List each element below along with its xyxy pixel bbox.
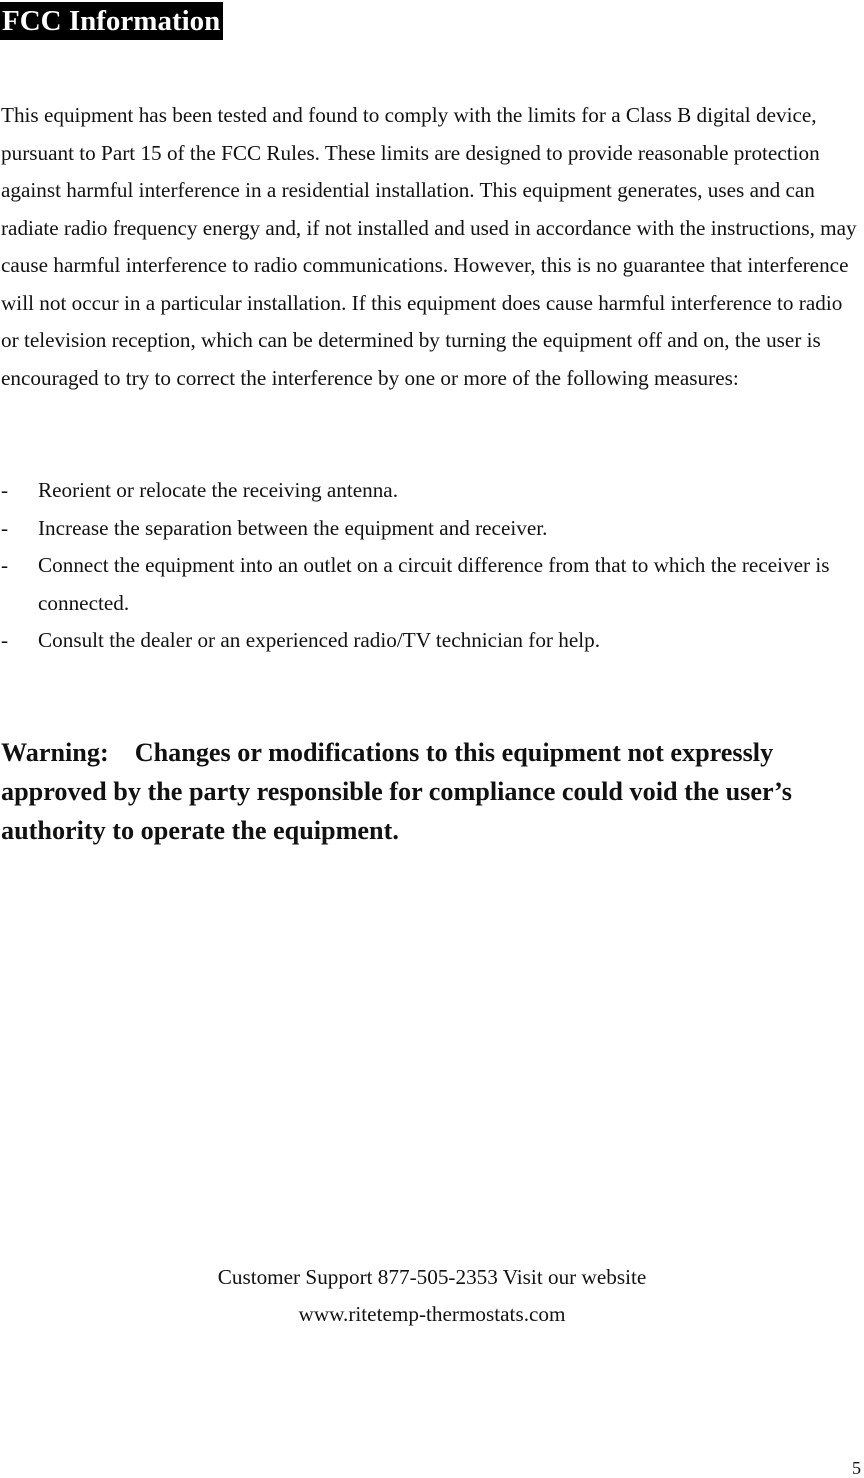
page-number: 5 — [852, 1458, 861, 1478]
list-bullet: - — [1, 628, 9, 652]
website-url: www.ritetemp-thermostats.com — [298, 1302, 566, 1326]
warning-notice — [1, 733, 863, 850]
measures-list — [1, 472, 863, 660]
list-item — [1, 547, 863, 622]
list-item-text: Consult the dealer or an experienced radio/TV technician for help. — [38, 628, 601, 652]
list-bullet: - — [1, 478, 9, 502]
list-item-text: Reorient or relocate the receiving antenna. — [38, 478, 399, 502]
customer-support-footer — [0, 1259, 864, 1333]
support-phone-line: Customer Support 877-505-2353 Visit our website — [217, 1265, 647, 1289]
list-bullet: - — [1, 553, 9, 577]
list-item — [1, 622, 863, 660]
warning-label: Warning: — [1, 738, 109, 767]
list-item-text: Connect the equipment into an outlet on a circuit difference from that to which the receiver is connected. — [38, 553, 830, 615]
list-item — [1, 510, 863, 548]
list-item-text: Increase the separation between the equipment and receiver. — [38, 515, 548, 540]
page-heading: FCC Information — [0, 2, 223, 40]
warning-text: Changes or modifications to this equipment not expressly approved by the party responsible for compliance could void the user’s authority to operate the equipment. — [1, 738, 792, 845]
list-bullet: - — [1, 515, 9, 540]
fcc-statement-paragraph: This equipment has been tested and found to comply with the limits for a Class B digital device, pursuant to Part 15 of the FCC Rules. These limits are designed to provide reasonable protection against harmful interference in a residential installation. This equipment generates, uses and can radiate radio frequency energy and, if not installed and used in accordance with the instructions, may cause harmful interference to radio communications. However, this is no guarantee that interference will not occur in a particular installation. If this equipment does cause harmful interference to radio or television reception, which can be determined by turning the equipment off and on, the user is encouraged to try to correct the interference by one or more of the following measures: — [1, 103, 857, 390]
list-item — [1, 472, 863, 510]
